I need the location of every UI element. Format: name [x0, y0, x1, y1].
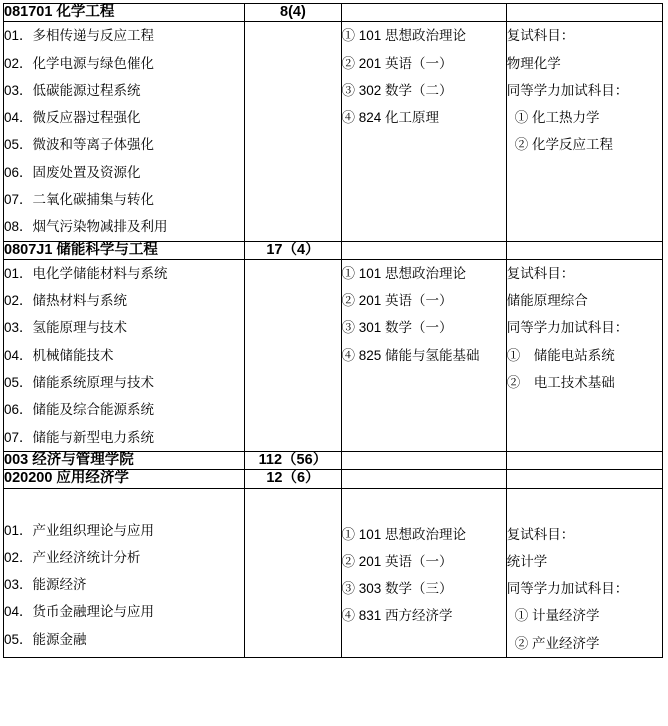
equivalent-subject: ① 化工热力学 — [514, 110, 600, 126]
retest-subjects — [506, 259, 662, 451]
exam-item: ① 101 思想政治理论 — [341, 265, 467, 281]
count-empty — [245, 488, 341, 657]
equivalent-subject: ② 电工技术基础 — [506, 374, 615, 390]
table-row — [4, 488, 663, 657]
retest-title: 复试科目： — [506, 28, 575, 44]
enrollment-count: 112（56） — [245, 451, 341, 469]
retest-subjects — [506, 22, 662, 241]
exam-item: ③ 302 数学（二） — [341, 82, 453, 98]
table-row — [4, 22, 663, 241]
direction-item: 03．低碳能源过程系统 — [4, 82, 141, 98]
exam-item: ② 201 英语（一） — [341, 293, 453, 309]
direction-item: 04．机械储能技术 — [4, 347, 114, 363]
direction-item: 03．能源经济 — [4, 577, 87, 593]
direction-item: 06．储能及综合能源系统 — [4, 402, 155, 418]
direction-item: 05．微波和等离子体强化 — [4, 137, 155, 153]
exam-item: ④ 824 化工原理 — [341, 110, 440, 126]
equivalent-title: 同等学力加试科目： — [506, 581, 629, 597]
admissions-table — [3, 3, 663, 658]
direction-item: 02．化学电源与绿色催化 — [4, 55, 155, 71]
exam-item: ① 101 思想政治理论 — [341, 28, 467, 44]
table-body — [4, 4, 663, 658]
table-row — [4, 259, 663, 451]
retest-subject: 物理化学 — [506, 55, 561, 71]
retest-subjects-empty — [506, 4, 662, 22]
equivalent-subject: ① 计量经济学 — [514, 608, 600, 624]
retest-title: 复试科目： — [506, 526, 575, 542]
direction-item: 04．货币金融理论与应用 — [4, 604, 155, 620]
exam-subjects — [341, 22, 506, 241]
exam-item: ② 201 英语（一） — [341, 553, 453, 569]
enrollment-count: 12（6） — [245, 470, 341, 488]
direction-item: 03．氢能原理与技术 — [4, 320, 128, 336]
exam-subjects — [341, 488, 506, 657]
direction-item: 06．固废处置及资源化 — [4, 164, 141, 180]
direction-item: 07．二氧化碳捕集与转化 — [4, 191, 155, 207]
research-directions — [4, 488, 245, 657]
enrollment-count: 8(4) — [245, 4, 341, 22]
enrollment-count: 17（4） — [245, 241, 341, 259]
direction-item: 01．电化学储能材料与系统 — [4, 265, 168, 281]
direction-item: 01．产业组织理论与应用 — [4, 522, 155, 538]
exam-subjects-empty — [341, 470, 506, 488]
exam-item: ③ 301 数学（一） — [341, 320, 453, 336]
equivalent-title: 同等学力加试科目： — [506, 82, 629, 98]
major-name: 081701 化学工程 — [4, 4, 245, 22]
direction-item: 02．产业经济统计分析 — [4, 549, 141, 565]
exam-item: ① 101 思想政治理论 — [341, 526, 467, 542]
exam-subjects-empty — [341, 4, 506, 22]
count-empty — [245, 22, 341, 241]
table-row — [4, 241, 663, 259]
college-name: 003 经济与管理学院 — [4, 451, 245, 469]
retest-subjects — [506, 488, 662, 657]
equivalent-subject: ② 产业经济学 — [514, 635, 600, 651]
table-row — [4, 451, 663, 469]
count-empty — [245, 259, 341, 451]
retest-subject: 统计学 — [506, 553, 548, 569]
direction-item: 04．微反应器过程强化 — [4, 110, 141, 126]
retest-subject: 储能原理综合 — [506, 293, 588, 309]
retest-subjects-empty — [506, 451, 662, 469]
research-directions — [4, 259, 245, 451]
direction-item: 02．储热材料与系统 — [4, 293, 128, 309]
direction-item: 05．储能系统原理与技术 — [4, 374, 155, 390]
direction-item: 05．能源金融 — [4, 631, 87, 647]
exam-subjects — [341, 259, 506, 451]
exam-item: ③ 303 数学（三） — [341, 581, 453, 597]
direction-item: 01．多相传递与反应工程 — [4, 28, 155, 44]
table-row — [4, 4, 663, 22]
major-name: 0807J1 储能科学与工程 — [4, 241, 245, 259]
equivalent-subject: ② 化学反应工程 — [514, 137, 614, 153]
retest-title: 复试科目： — [506, 265, 575, 281]
retest-subjects-empty — [506, 470, 662, 488]
exam-subjects-empty — [341, 451, 506, 469]
equivalent-subject: ① 储能电站系统 — [506, 347, 615, 363]
major-name: 020200 应用经济学 — [4, 470, 245, 488]
direction-item: 07．储能与新型电力系统 — [4, 429, 155, 445]
exam-item: ② 201 英语（一） — [341, 55, 453, 71]
exam-item: ④ 825 储能与氢能基础 — [341, 347, 480, 363]
research-directions — [4, 22, 245, 241]
table-row — [4, 470, 663, 488]
equivalent-title: 同等学力加试科目： — [506, 320, 629, 336]
exam-item: ④ 831 西方经济学 — [341, 608, 453, 624]
direction-item: 08．烟气污染物减排及利用 — [4, 219, 168, 235]
retest-subjects-empty — [506, 241, 662, 259]
exam-subjects-empty — [341, 241, 506, 259]
